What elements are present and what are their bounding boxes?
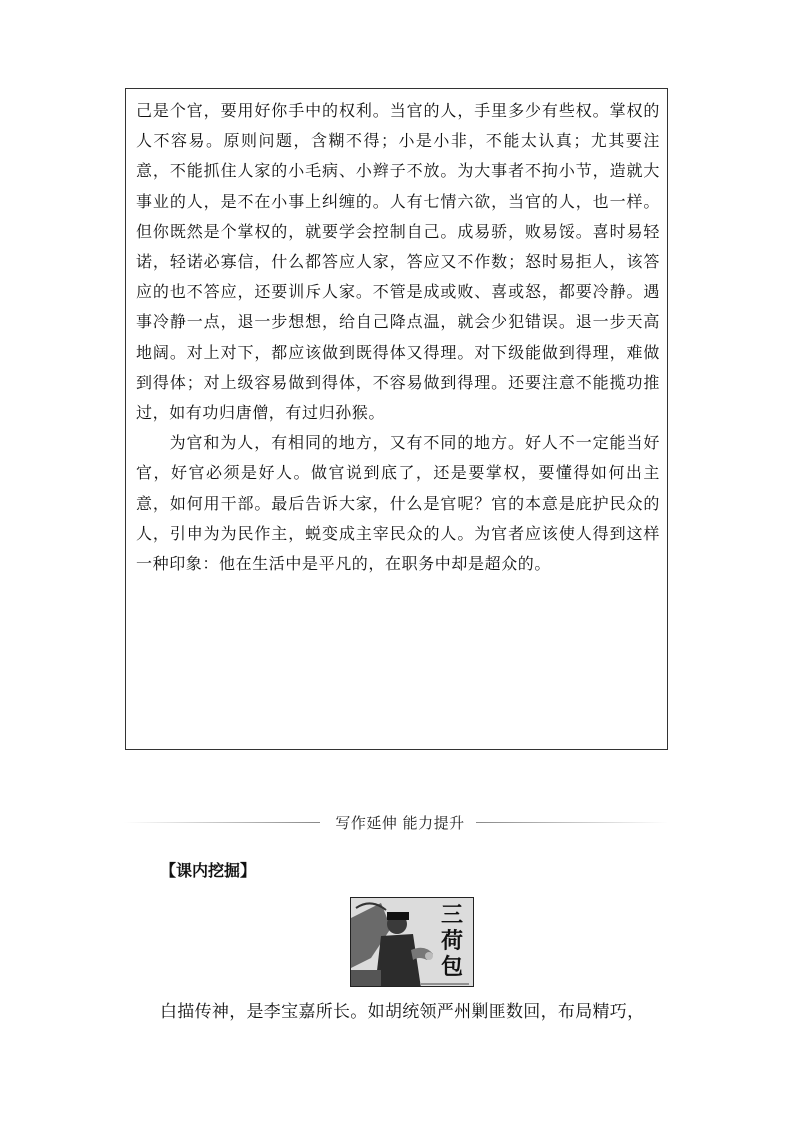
section-heading: 【课内挖掘】 — [160, 861, 257, 880]
section-body-line: 白描传神，是李宝嘉所长。如胡统领严州剿匪数回，布局精巧， — [160, 1002, 645, 1022]
divider-label: 写作延伸 能力提升 — [335, 814, 465, 832]
divider-rule-left — [124, 822, 320, 823]
essay-text — [136, 96, 660, 579]
section-divider — [124, 808, 668, 838]
divider-rule-right — [476, 822, 668, 823]
essay-paragraph-2: 为官和为人，有相同的地方，又有不同的地方。好人不一定能当好官，好官必须是好人。做官说到底了，还是要掌权，要懂得如何出主意，如何用干部。最后告诉大家，什么是官呢？官的本意是庇护民众的人，引申为为民作主，蜕变成主宰民众的人。为官者应该使人得到这样一种印象：他在生活中是平凡的，在职务中却是超众的。 — [136, 433, 660, 574]
illustration-caption: 三荷包 — [440, 902, 463, 980]
essay-paragraph-1: 己是个官，要用好你手中的权利。当官的人，手里多少有些权。掌权的人不容易。原则问题，含糊不得；小是小非，不能太认真；尤其要注意，不能抓住人家的小毛病、小辫子不放。为大事者不拘小节，造就大事业的人，是不在小事上纠缠的。人有七情六欲，当官的人，也一样。但你既然是个掌权的，就要学会控制自己。成易骄，败易馁。喜时易轻诺，轻诺必寡信，什么都答应人家，答应又不作数；怒时易拒人，该答应的也不答应，还要训斥人家。不管是成或败、喜或怒，都要冷静。遇事冷静一点，退一步想想，给自己降点温，就会少犯错误。退一步天高地阔。对上对下，都应该做到既得体又得理。对下级能做到得理，难做到得体；对上级容易做到得体，不容易做到得理。还要注意不能揽功推过，如有功归唐僧，有过归孙猴。 — [136, 101, 660, 423]
essay-box — [125, 88, 668, 750]
illustration-image — [350, 897, 474, 987]
